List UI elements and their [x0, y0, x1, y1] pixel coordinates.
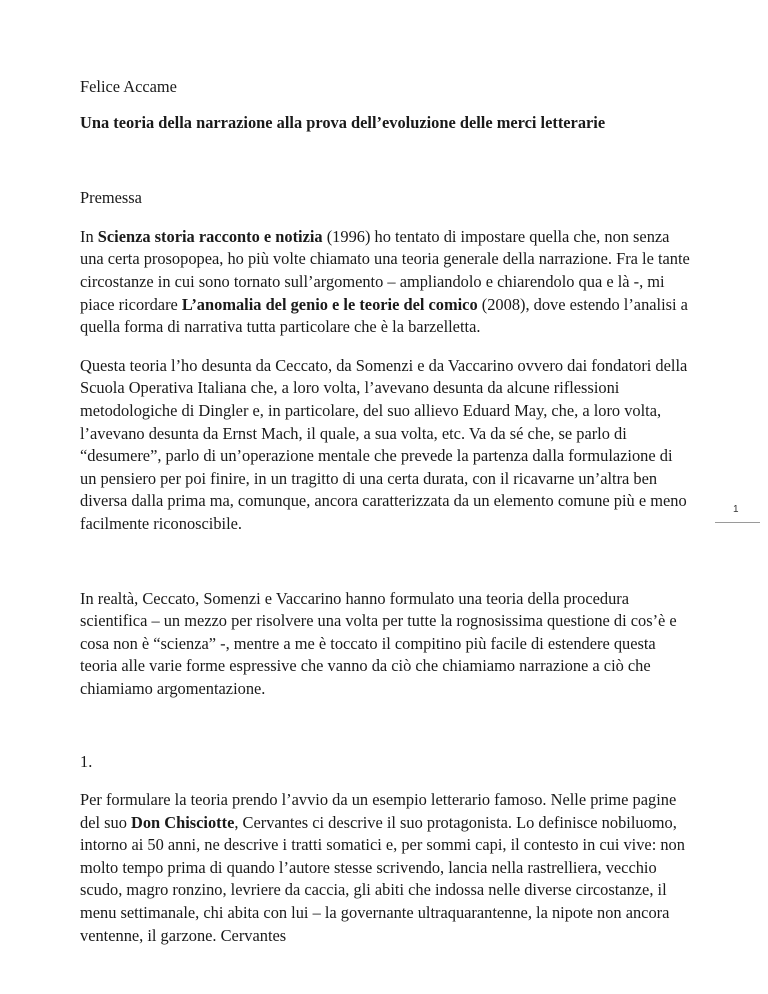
document-title [80, 112, 690, 135]
paragraph-text: Per formulare la teoria prendo l’avvio da un esempio letterario famoso. Nelle prime pagine del suo [80, 790, 677, 832]
page-number-rule [715, 522, 760, 523]
paragraph-text: (1996) ho tentato di impostare quella che, non senza una certa prosopopea, ho più volte chiamato una teoria generale della narrazione. Fra le tante circostanze in cui sono tornato sull’argomento – ampliandolo e chiarendolo qua e là -, mi piace ricordare [80, 226, 690, 314]
paragraph-3: In realtà, Ceccato, Somenzi e Vaccarino hanno formulato una teoria della procedura scientifica – un mezzo per risolvere una volta per tutte la rognosissima questione di cos’è e cosa non è “scienza” -, mentre a me è toccato il compitino più facile di estendere questa teoria alle varie forme espressive che vanno da ciò che chiamiamo narrazione a ciò che chiamiamo argomentazione. [80, 588, 677, 698]
book-title-bold: L’anomalia del genio e le teorie del comico [181, 294, 478, 314]
paragraph-2: Questa teoria l’ho desunta da Ceccato, da Somenzi e da Vaccarino ovvero dai fondatori della Scuola Operativa Italiana che, a loro volta, l’avevano desunta da alcune riflessioni metodologiche di Dingler e, in particolare, del suo allievo Eduard May, che, a loro volta, l’avevano desunta da Ernst Mach, il quale, a sua volta, etc. Va da sé che, se parlo di “desumere”, parlo di un’operazione mentale che prevede la partenza dalla formulazione di un pensiero per poi finire, in un tragitto di una certa durata, con il ricavarne un’altra ben diversa dalla prima ma, comunque, ancora caratterizzata da un elemento comune più e meno facilmente riconoscibile. [80, 355, 688, 533]
paragraph-text: (2008), dove estendo l’analisi a quella forma di narrativa tutta particolare che è la barzelletta. [80, 294, 688, 337]
document-title-text: Una teoria della narrazione alla prova dell’evoluzione delle merci letterarie [80, 112, 606, 132]
paragraph-text: In [80, 226, 98, 246]
book-title-bold: Don Chisciotte [131, 812, 235, 832]
section-number: 1. [80, 752, 93, 772]
document-body [80, 76, 690, 947]
paragraph-text: , Cervantes ci descrive il suo protagonista. Lo definisce nobiluomo, intorno ai 50 anni, ne descrive i tratti somatici e, per sommi capi, il contesto in cui vive: non molto tempo prima di quando l’autore stesse scrivendo, lancia nella rastrelliera, vecchio scudo, magro ronzino, levriere da caccia, gli abiti che indossa nelle diverse circostanze, il menu settimanale, chi abita con lui – la governante ultraquarantenne, la nipote non ancora ventenne, il garzone. Cervantes [80, 812, 685, 945]
book-title-bold: Scienza storia racconto e notizia [97, 226, 323, 246]
paragraph-4 [80, 789, 690, 947]
author-name: Felice Accame [80, 77, 177, 96]
section-heading-premessa: Premessa [80, 188, 142, 208]
page-number: 1 [733, 504, 739, 515]
paragraph-1 [80, 226, 690, 339]
